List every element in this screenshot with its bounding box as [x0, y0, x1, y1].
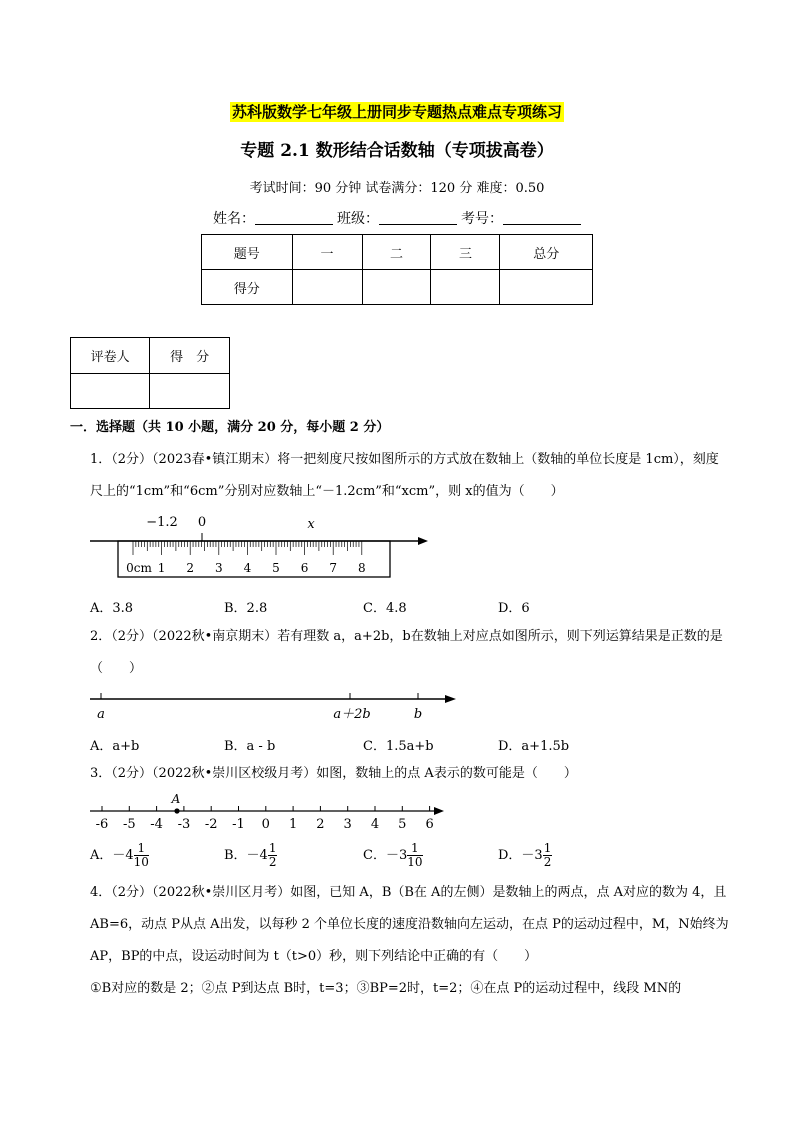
option-b[interactable]: B．a - b: [224, 739, 276, 754]
question-2: 2．（2分）（2022秋•南京期末）若有理数 a，a+2b，b在数轴上对应点如图所示，则下列运算结果是正数的是（ ）: [90, 629, 723, 676]
axis-labels: [96, 817, 434, 830]
point-label-b: b: [413, 707, 423, 722]
student-fields: [0, 208, 794, 228]
grader-cell: [71, 374, 150, 409]
ruler-label: 4: [243, 561, 252, 575]
class-blank: [379, 210, 457, 225]
numerator: 1: [407, 842, 422, 856]
score-table-header: 一: [292, 235, 362, 270]
option-c[interactable]: C．1.5a+b: [363, 739, 434, 754]
name-label: 姓名：: [213, 211, 255, 227]
option-prefix: C．－3: [363, 848, 408, 863]
class-label: 班级：: [337, 211, 379, 227]
axis-label: -1: [232, 817, 245, 830]
name-blank: [255, 210, 333, 225]
question-3: 3．（2分）（2022秋•崇川区校级月考）如图，数轴上的点 A表示的数可能是（ ）: [90, 766, 577, 781]
score-cell: [362, 270, 431, 305]
denominator: 2: [268, 855, 277, 869]
denominator: 10: [407, 855, 423, 869]
question-1: 1．（2分）（2023春•镇江期末）将一把刻度尺按如图所示的方式放在数轴上（数轴的单位长度是 1cm），刻度尺上的“1cm”和“6cm”分别对应数轴上“－1.2cm”和“xcm”，则 x的值为（ ）: [90, 452, 719, 499]
axis-label: 4: [370, 817, 380, 830]
numerator: 1: [543, 841, 552, 855]
option-a[interactable]: A．a+b: [90, 739, 140, 754]
fraction: [268, 842, 278, 869]
page-title: 专题 2.1 数形结合话数轴（专项拔高卷）: [240, 141, 554, 161]
number-blank: [503, 210, 581, 225]
score-table: [201, 234, 593, 305]
label-zero: 0: [197, 515, 207, 530]
axis-ticks: [102, 806, 430, 811]
score-cell: [431, 270, 500, 305]
option-d[interactable]: [498, 842, 552, 869]
number-line-figure-2: [88, 688, 460, 724]
score-table-header: 总分: [500, 235, 593, 270]
grader-table: [70, 337, 230, 409]
axis-label: -2: [204, 817, 218, 830]
ruler-label: 0cm: [126, 561, 152, 575]
banner-text: 苏科版数学七年级上册同步专题热点难点专项练习: [231, 103, 562, 121]
ruler-label: 5: [272, 561, 280, 575]
option-c[interactable]: [363, 842, 423, 869]
ruler-ticks: [133, 541, 362, 555]
axis-label: -6: [95, 817, 109, 830]
option-b[interactable]: [224, 842, 277, 869]
number-line-figure-3: [88, 790, 448, 830]
ruler-label: 7: [329, 561, 338, 575]
ruler-label: 2: [186, 561, 195, 575]
ruler-label: 8: [357, 561, 366, 575]
numerator: 1: [268, 841, 277, 855]
option-b[interactable]: B．2.8: [224, 601, 268, 616]
fraction: [543, 842, 553, 869]
ruler-label: 1: [157, 561, 166, 575]
label-x: x: [307, 517, 315, 532]
ruler-label: 6: [300, 561, 309, 575]
option-a[interactable]: A．3.8: [90, 601, 134, 616]
option-prefix: B．－4: [224, 848, 268, 863]
axis-label: -4: [150, 817, 163, 830]
option-c[interactable]: C．4.8: [363, 601, 407, 616]
ruler-label: 3: [214, 561, 223, 575]
axis-label: 2: [316, 817, 325, 830]
grader-header: 评卷人: [71, 338, 150, 374]
label-neg-1-2: −1.2: [146, 515, 178, 530]
number-label: 考号：: [461, 211, 503, 227]
question-4: 4．（2分）（2022秋•崇川区月考）如图，已知 A，B（B在 A的左侧）是数轴上的两点，点 A对应的数为 4，且 AB=6，动点 P从点 A出发，以每秒 2 个单位长度的速度沿数轴向左运动，在点 P的运动过程中，M，N始终为 AP，BP的中点，设运动时间为 t（t>0）秒，则下列结论中正确的有（ ）: [90, 885, 729, 964]
score-table-header: 题号: [202, 235, 293, 270]
exam-info: 考试时间：90 分钟 试卷满分：120 分 难度：0.50: [249, 181, 545, 196]
option-d[interactable]: D．a+1.5b: [498, 739, 570, 754]
axis-label: 3: [343, 817, 352, 830]
axis-label: 5: [398, 817, 407, 830]
arrow-head: [418, 537, 428, 545]
fraction: [134, 842, 149, 869]
score-cell: [500, 270, 593, 305]
point-a: [174, 808, 179, 813]
axis-label: 1: [288, 817, 298, 830]
axis-label: 6: [425, 817, 434, 830]
question-4-statements: ①B对应的数是 2；②点 P到达点 B时，t=3；③BP=2时，t=2；④在点 P的运动过程中，线段 MN的: [90, 981, 682, 996]
option-prefix: D．－3: [498, 848, 543, 863]
denominator: 2: [543, 855, 552, 869]
fraction: [407, 842, 422, 869]
point-label-a: a: [97, 707, 105, 722]
score-table-label: 得分: [202, 270, 293, 305]
ruler-labels: [126, 561, 365, 575]
arrow-head: [434, 807, 444, 815]
option-prefix: A．－4: [90, 848, 134, 863]
option-a[interactable]: [90, 842, 149, 869]
header-banner: [0, 101, 794, 122]
denominator: 10: [133, 855, 149, 869]
numerator: 1: [134, 842, 149, 856]
score-table-header: 二: [362, 235, 431, 270]
option-d[interactable]: D．6: [498, 601, 530, 616]
point-label-a: A: [171, 792, 181, 806]
ruler-figure: [88, 512, 433, 580]
score-cell: [292, 270, 362, 305]
section-title: 一．选择题（共 10 小题，满分 20 分，每小题 2 分）: [70, 420, 390, 435]
score-cell: [150, 374, 230, 409]
score-header: 得 分: [150, 338, 230, 374]
point-label-a-plus-2b: a＋2b: [333, 707, 371, 722]
arrow-head: [445, 695, 456, 703]
score-table-header: 三: [431, 235, 500, 270]
axis-label: -3: [177, 817, 191, 830]
axis-label: -5: [122, 817, 136, 830]
axis-label: 0: [261, 817, 270, 830]
